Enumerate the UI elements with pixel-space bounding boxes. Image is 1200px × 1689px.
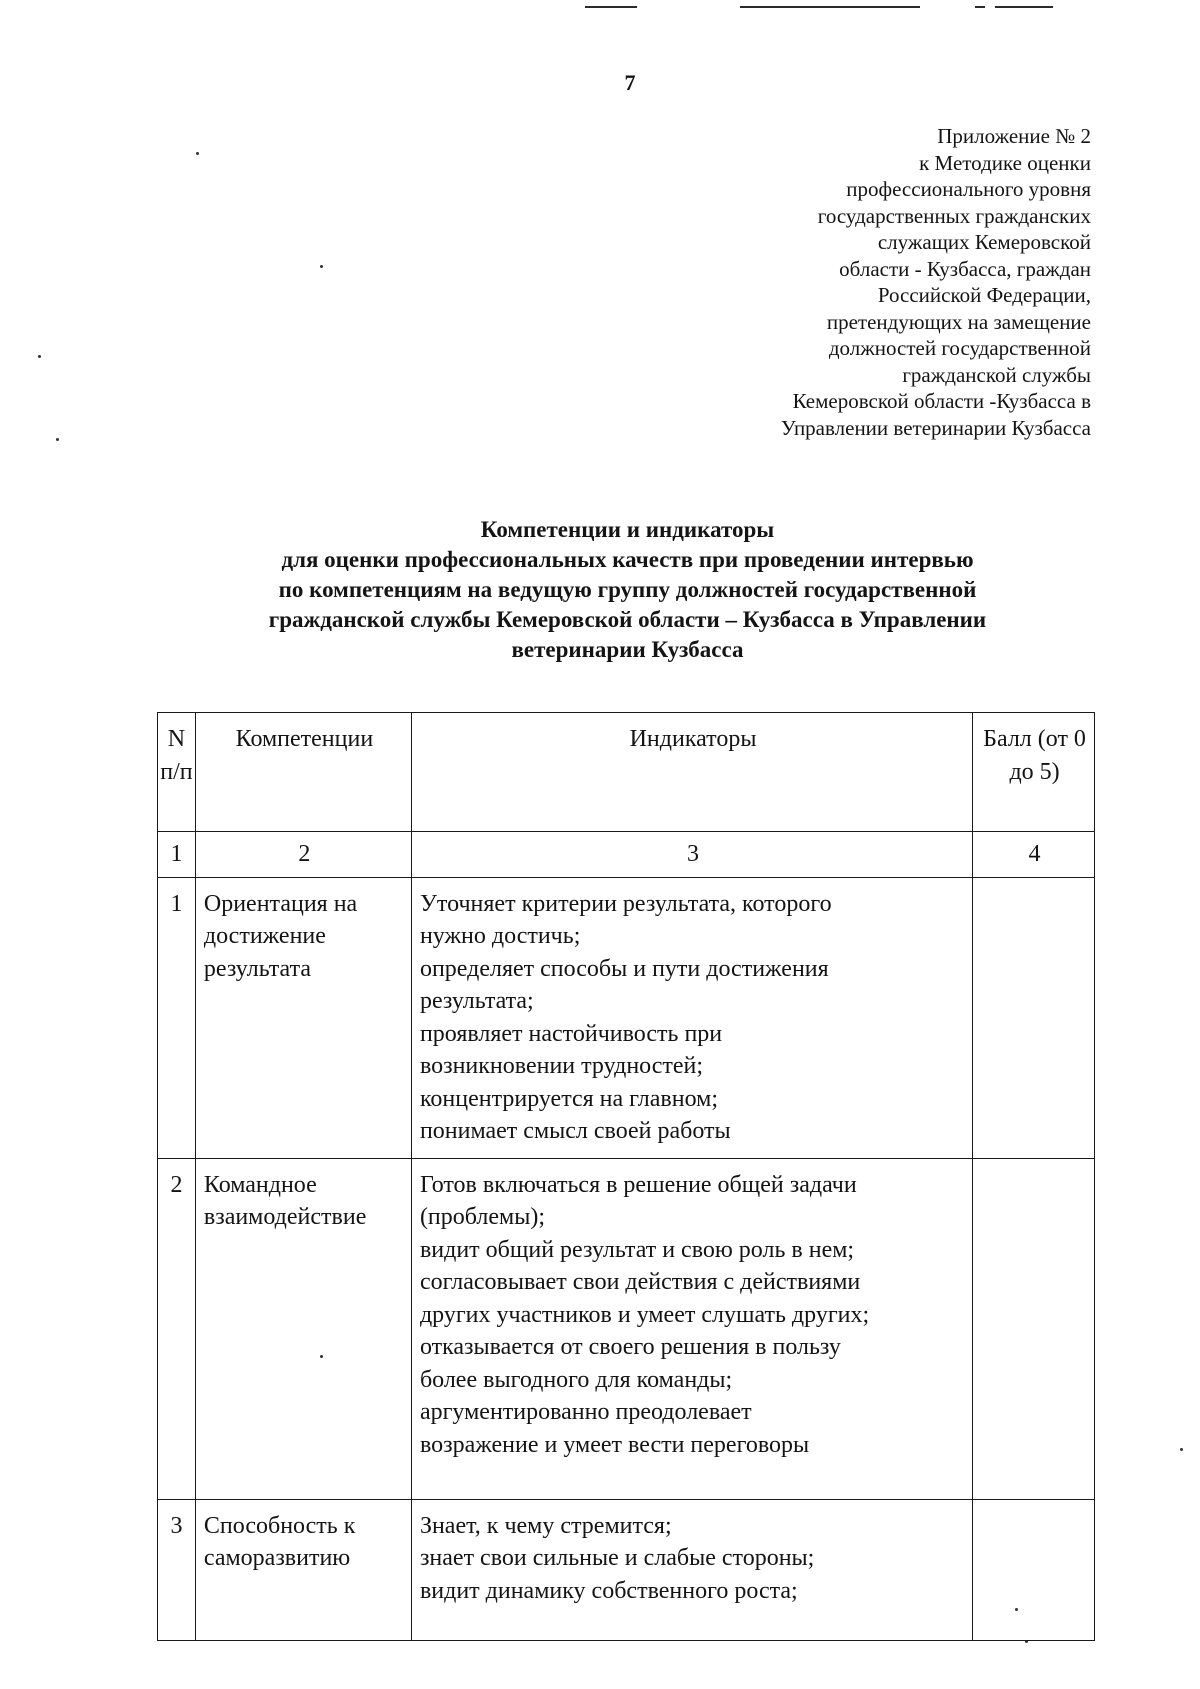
header-indicators: Индикаторы [411, 713, 972, 832]
title-line: для оценки профессиональных качеств при проведении интервью [281, 547, 974, 572]
scan-artifact [995, 6, 1053, 8]
indicator-line: нужно достичь; [419, 923, 581, 949]
indicator-line: возражение и умеет вести переговоры [419, 1431, 810, 1458]
appendix-line: претендующих на замещение [826, 309, 1091, 334]
appendix-line: Российской Федерации, [877, 283, 1091, 307]
document-title [150, 515, 1105, 665]
scan-artifact [585, 6, 637, 8]
scan-dot [38, 355, 41, 358]
indicator-line: знает свои сильные и слабые стороны; [419, 1545, 815, 1571]
page-number: 7 [624, 70, 636, 95]
appendix-line: Кемеровской области -Кузбасса в [792, 389, 1091, 413]
scan-dot [1180, 1448, 1183, 1451]
indicator-line: понимает смысл своей работы [419, 1118, 731, 1144]
title-line: по компетенциям на ведущую группу должностей государственной [278, 577, 977, 602]
scan-artifact [740, 6, 920, 8]
row-score-cell [973, 1158, 1095, 1499]
appendix-line: области - Кузбасса, граждан [839, 256, 1091, 281]
indicator-line: видит динамику собственного роста; [419, 1577, 798, 1604]
scan-dot [56, 438, 59, 441]
indicator-line: Знает, к чему стремится; [419, 1512, 672, 1539]
indicator-line: Готов включаться в решение общей задачи [419, 1171, 857, 1198]
table-row [158, 877, 1095, 1158]
row-score-cell [973, 877, 1095, 1158]
row-indicators [411, 1499, 972, 1640]
title-line: гражданской службы Кемеровской области – Кузбасса в Управлении [268, 607, 987, 632]
indicator-line: результата; [419, 988, 534, 1014]
appendix-line: гражданской службы [902, 362, 1091, 387]
header-num: N п/п [158, 713, 196, 832]
appendix-line: профессионального уровня [846, 177, 1091, 201]
indicator-line: концентрируется на главном; [419, 1085, 719, 1112]
row-num: 3 [158, 1499, 196, 1640]
indicator-line: видит общий результат и свою роль в нем; [419, 1236, 855, 1263]
table-header-row [158, 713, 1095, 832]
column-number: 4 [973, 832, 1095, 878]
header-competence: Компетенции [195, 713, 411, 832]
row-indicators [411, 877, 972, 1158]
indicator-line: аргументированно преодолевает [419, 1399, 752, 1425]
indicator-line: проявляет настойчивость при [419, 1020, 723, 1047]
column-number-row [158, 832, 1095, 878]
column-number: 3 [411, 832, 972, 878]
indicator-line: Уточняет критерии результата, которого [419, 890, 832, 917]
appendix-line: Управлении ветеринарии Кузбасса [780, 415, 1091, 440]
indicator-line: (проблемы); [419, 1204, 545, 1230]
table-row [158, 1158, 1095, 1499]
appendix-line: служащих Кемеровской [877, 230, 1091, 254]
row-indicators [411, 1158, 972, 1499]
row-score-cell [973, 1499, 1095, 1640]
indicator-line: возникновении трудностей; [419, 1053, 704, 1079]
appendix-header [571, 123, 1091, 441]
column-number: 2 [195, 832, 411, 878]
scan-artifact [975, 6, 985, 8]
scan-dot [196, 152, 199, 155]
appendix-line: Приложение № 2 [937, 124, 1091, 148]
header-score: Балл (от 0 до 5) [973, 713, 1095, 832]
column-number: 1 [158, 832, 196, 878]
row-competence: Способность к саморазвитию [195, 1499, 411, 1640]
title-line: ветеринарии Кузбасса [511, 637, 744, 662]
row-num: 2 [158, 1158, 196, 1499]
table-row [158, 1499, 1095, 1640]
appendix-line: должностей государственной [828, 336, 1091, 360]
title-line: Компетенции и индикаторы [480, 517, 775, 542]
row-num: 1 [158, 877, 196, 1158]
indicator-line: определяет способы и пути достижения [419, 955, 829, 982]
indicator-line: более выгодного для команды; [419, 1366, 733, 1393]
scan-dot [320, 265, 323, 268]
indicator-line: отказывается от своего решения в пользу [419, 1334, 841, 1360]
indicator-line: согласовывает свои действия с действиями [419, 1269, 861, 1295]
row-competence: Командное взаимодействие [195, 1158, 411, 1499]
row-competence: Ориентация на достижение результата [195, 877, 411, 1158]
appendix-line: к Методике оценки [919, 150, 1091, 175]
indicator-line: других участников и умеет слушать других; [419, 1301, 870, 1328]
appendix-line: государственных гражданских [817, 203, 1091, 228]
competencies-table [157, 712, 1095, 1641]
